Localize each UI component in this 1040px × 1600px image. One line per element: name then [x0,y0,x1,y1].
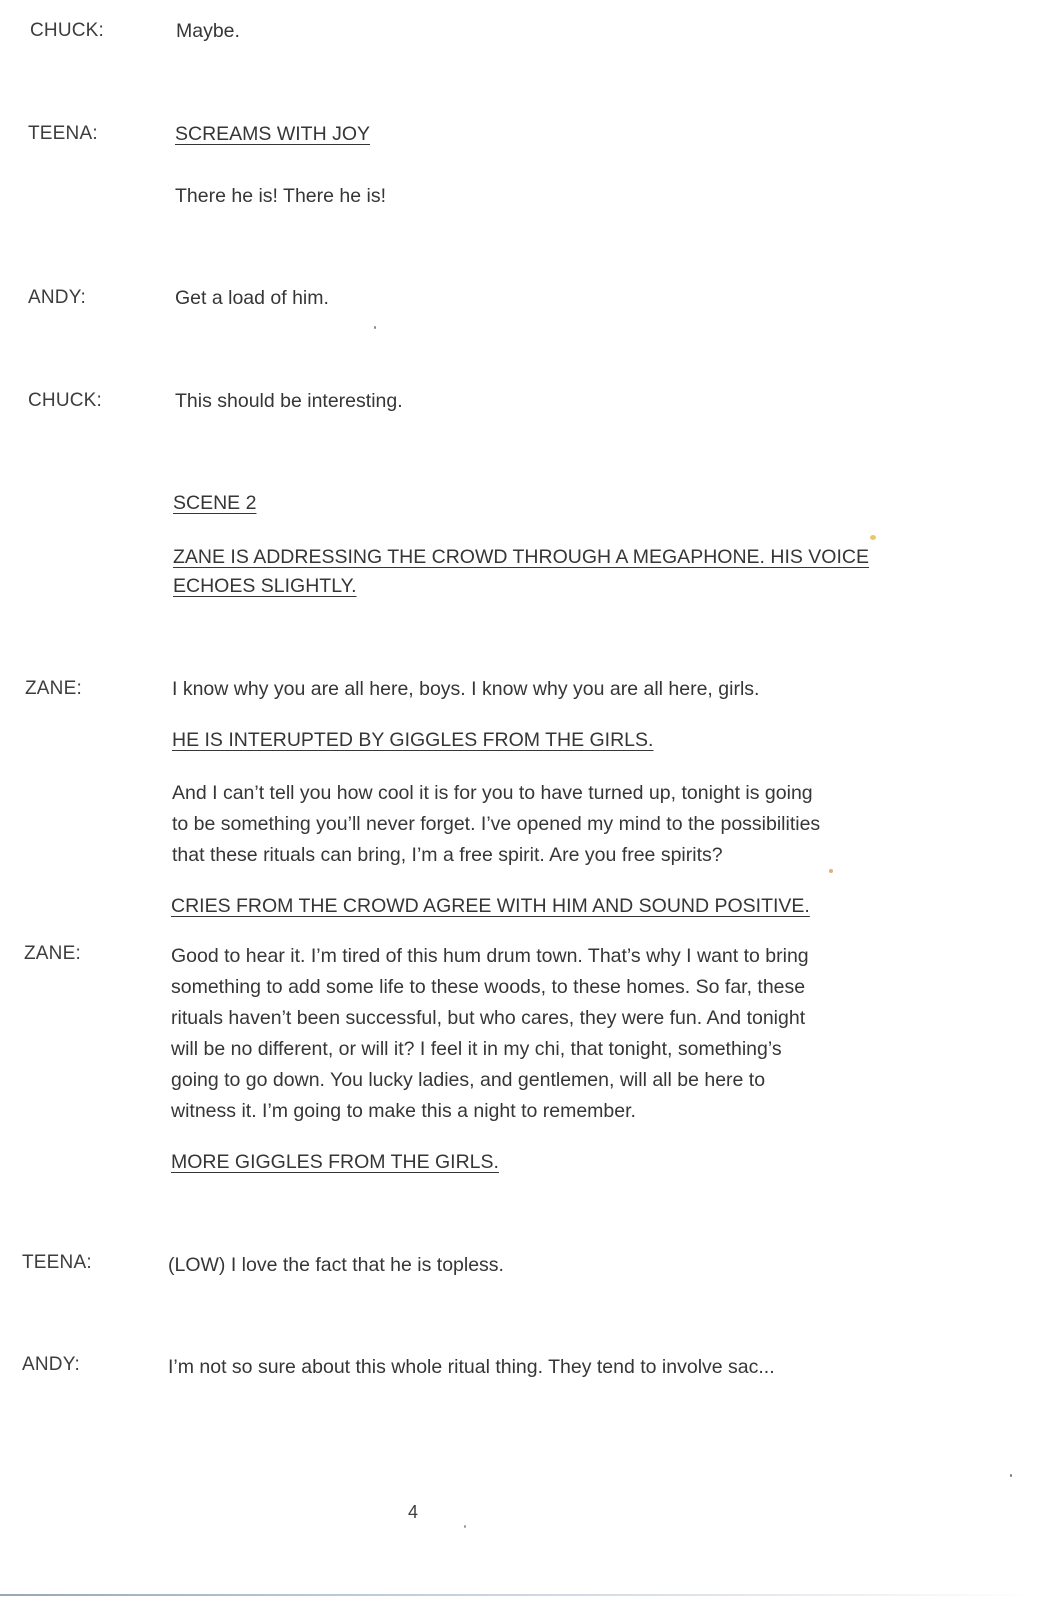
dialogue-line: This should be interesting. [175,390,403,412]
dialogue-line: will be no different, or will it? I feel it in my chi, that tonight, something’s [171,1038,782,1060]
speaker-label: ANDY: [22,1354,81,1375]
speaker-label: ZANE: [25,678,82,699]
stage-direction: CRIES FROM THE CROWD AGREE WITH HIM AND SOUND POSITIVE. [171,895,810,917]
scan-speck [1010,1474,1012,1477]
scene-heading: SCENE 2 [173,492,257,514]
speaker-label: CHUCK: [30,20,105,41]
speaker-label: CHUCK: [28,390,103,411]
dialogue-line: There he is! There he is! [175,185,386,207]
scan-speck [829,869,833,873]
dialogue-line: Maybe. [176,20,240,42]
dialogue-line: something to add some life to these woods, to these homes. So far, these [171,976,806,998]
dialogue-line: Get a load of him. [175,287,329,309]
scan-speck [870,535,876,540]
speaker-label: ZANE: [24,943,81,964]
speaker-label: ANDY: [28,287,87,308]
scan-speck [464,1525,466,1528]
dialogue-line: rituals haven’t been successful, but who cares, they were fun. And tonight [171,1007,806,1029]
dialogue-line: going to go down. You lucky ladies, and gentlemen, will all be here to [171,1069,766,1091]
stage-direction: MORE GIGGLES FROM THE GIRLS. [171,1151,499,1173]
speaker-label: TEENA: [22,1252,92,1273]
stage-direction: ECHOES SLIGHTLY. [173,575,357,597]
scan-speck [374,326,376,329]
dialogue-line: that these rituals can bring, I’m a free spirit. Are you free spirits? [172,844,723,866]
page-number: 4 [408,1502,419,1522]
scan-edge-line [0,1594,1040,1596]
dialogue-line: Good to hear it. I’m tired of this hum drum town. That’s why I want to bring [171,945,809,967]
stage-direction: ZANE IS ADDRESSING THE CROWD THROUGH A MEGAPHONE. HIS VOICE [173,546,869,568]
stage-direction: SCREAMS WITH JOY [175,123,371,145]
dialogue-line: witness it. I’m going to make this a night to remember. [171,1100,636,1122]
dialogue-line: I’m not so sure about this whole ritual thing. They tend to involve sac... [168,1356,775,1378]
dialogue-line: I know why you are all here, boys. I know why you are all here, girls. [172,678,760,700]
dialogue-line: (LOW) I love the fact that he is topless. [168,1254,504,1276]
stage-direction: HE IS INTERUPTED BY GIGGLES FROM THE GIRLS. [172,729,654,751]
speaker-label: TEENA: [28,123,98,144]
dialogue-line: And I can’t tell you how cool it is for you to have turned up, tonight is going [172,782,813,804]
dialogue-line: to be something you’ll never forget. I’ve opened my mind to the possibilities [172,813,821,835]
